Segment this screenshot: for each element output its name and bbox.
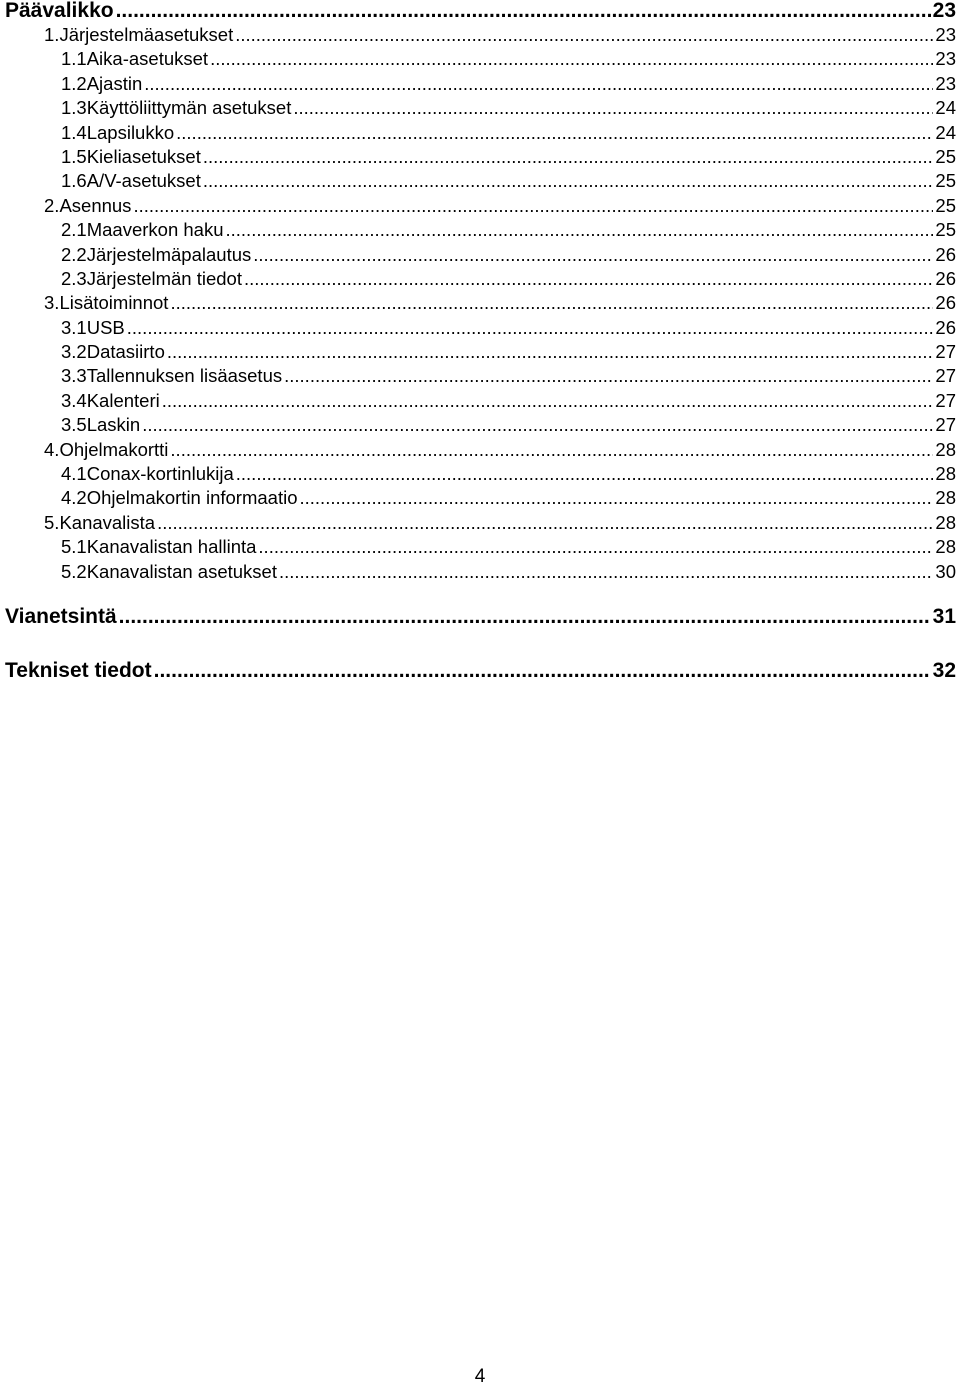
toc-entry[interactable] — [5, 389, 956, 413]
toc-entry-number: 2.1 — [61, 219, 87, 241]
toc-leader — [235, 23, 933, 47]
toc-entry-number: 1.4 — [61, 121, 87, 143]
toc-entry-number: 3.1 — [61, 316, 87, 338]
toc-entry[interactable] — [5, 511, 956, 535]
toc-leader — [226, 218, 934, 242]
toc-entry[interactable] — [5, 243, 956, 267]
toc-leader — [203, 145, 934, 169]
toc-entry-title: Laskin — [86, 414, 141, 436]
toc-entry-number: 4.1 — [61, 463, 87, 485]
toc-entry[interactable] — [5, 486, 956, 510]
toc-entry[interactable] — [5, 316, 956, 340]
toc-entry-number: 1.6 — [61, 170, 87, 192]
toc-entry-number: 1.5 — [61, 145, 87, 167]
toc-entry-number: 1.3 — [61, 97, 87, 119]
toc-leader — [300, 486, 934, 510]
toc-leader — [119, 604, 931, 629]
toc-entry-page: 31 — [932, 604, 956, 628]
toc-entry-page: 23 — [935, 72, 956, 94]
toc-entry-number: 4. — [44, 438, 60, 460]
toc-entry-title: Päävalikko — [5, 0, 114, 22]
toc-leader — [244, 267, 933, 291]
toc-entry-page: 26 — [935, 267, 956, 289]
toc-leader — [142, 413, 933, 437]
toc-entry-page: 27 — [935, 414, 956, 436]
toc-entry-page: 28 — [935, 536, 956, 558]
toc-entry[interactable] — [5, 658, 956, 683]
toc-entry-title: Vianetsintä — [5, 604, 117, 628]
toc-entry-number: 3.2 — [61, 341, 87, 363]
toc-entry-page: 25 — [935, 219, 956, 241]
toc-entry-title: Aika-asetukset — [86, 48, 209, 70]
toc-entry-title: Tallennuksen lisäasetus — [86, 365, 283, 387]
toc-leader — [279, 560, 933, 584]
toc-entry[interactable] — [5, 0, 956, 23]
toc-entry-page: 23 — [935, 48, 956, 70]
toc-entry-page: 30 — [935, 560, 956, 582]
toc-entry-title: Ohjelmakortti — [59, 438, 169, 460]
toc-entry[interactable] — [5, 340, 956, 364]
toc-leader — [157, 511, 933, 535]
toc-entry-number: 1.2 — [61, 72, 87, 94]
toc-leader — [167, 340, 934, 364]
toc-entry-title: USB — [86, 316, 125, 338]
toc-entry[interactable] — [5, 145, 956, 169]
toc-entry-page: 32 — [932, 658, 956, 682]
toc-entry-title: Lapsilukko — [86, 121, 175, 143]
toc-entry-title: Conax-kortinlukija — [86, 463, 234, 485]
toc-entry-title: Tekniset tiedot — [5, 658, 152, 682]
toc-entry[interactable] — [5, 47, 956, 71]
toc-leader — [258, 535, 933, 559]
toc-leader — [127, 316, 934, 340]
toc-leader — [210, 47, 933, 71]
toc-entry-title: Kanavalista — [59, 511, 156, 533]
toc-entry[interactable] — [5, 194, 956, 218]
toc-entry[interactable] — [5, 121, 956, 145]
toc-entry-page: 28 — [935, 511, 956, 533]
toc-entry-page: 28 — [935, 463, 956, 485]
toc-entry-page: 27 — [935, 365, 956, 387]
toc-entry-title: A/V-asetukset — [86, 170, 201, 192]
toc-entry[interactable] — [5, 96, 956, 120]
toc-leader — [116, 0, 931, 23]
toc-entry-number: 4.2 — [61, 487, 87, 509]
toc-leader — [144, 72, 933, 96]
toc-entry-page: 26 — [935, 243, 956, 265]
toc-entry-number: 1.1 — [61, 48, 87, 70]
toc-entry-number: 5.1 — [61, 536, 87, 558]
toc-entry-number: 5.2 — [61, 560, 87, 582]
toc-entry[interactable] — [5, 23, 956, 47]
toc-entry[interactable] — [5, 72, 956, 96]
toc-entry-page: 25 — [935, 145, 956, 167]
toc-entry-title: Järjestelmäasetukset — [59, 24, 234, 45]
toc-entry-title: Ohjelmakortin informaatio — [86, 487, 298, 509]
toc-entry[interactable] — [5, 291, 956, 315]
page-number: 4 — [474, 1366, 486, 1387]
toc-leader — [284, 364, 933, 388]
toc-entry-title: Järjestelmäpalautus — [86, 243, 252, 265]
toc-leader — [133, 194, 933, 218]
toc-entry[interactable] — [5, 267, 956, 291]
toc-entry-title: Lisätoiminnot — [59, 292, 169, 314]
toc-leader — [253, 243, 933, 267]
toc-entry[interactable] — [5, 413, 956, 437]
toc-entry-page: 24 — [935, 121, 956, 143]
toc-entry-title: Asennus — [59, 194, 132, 216]
table-of-contents — [5, 0, 956, 683]
toc-leader — [176, 121, 933, 145]
toc-entry-title: Maaverkon haku — [86, 219, 224, 241]
toc-leader — [170, 438, 933, 462]
toc-entry[interactable] — [5, 462, 956, 486]
toc-leader — [170, 291, 933, 315]
toc-entry-page: 27 — [935, 341, 956, 363]
toc-entry[interactable] — [5, 560, 956, 584]
toc-entry-number: 3. — [44, 292, 60, 314]
toc-entry[interactable] — [5, 169, 956, 193]
toc-entry-number: 3.5 — [61, 414, 87, 436]
toc-entry-number: 3.3 — [61, 365, 87, 387]
toc-entry-number: 3.4 — [61, 389, 87, 411]
toc-entry-page: 27 — [935, 389, 956, 411]
toc-entry-title: Ajastin — [86, 72, 143, 94]
toc-entry-title: Kieliasetukset — [86, 145, 201, 167]
toc-entry-title: Kanavalistan asetukset — [86, 560, 277, 582]
toc-entry-page: 23 — [935, 24, 956, 45]
toc-entry-page: 25 — [935, 170, 956, 192]
toc-entry[interactable] — [5, 438, 956, 462]
toc-entry-page: 25 — [935, 194, 956, 216]
toc-entry-page: 23 — [932, 0, 956, 22]
toc-entry-title: Datasiirto — [86, 341, 165, 363]
toc-entry-title: Kalenteri — [86, 389, 160, 411]
toc-entry-page: 26 — [935, 316, 956, 338]
toc-entry[interactable] — [5, 604, 956, 629]
toc-entry[interactable] — [5, 535, 956, 559]
toc-entry-title: Kanavalistan hallinta — [86, 536, 257, 558]
toc-entry-number: 1. — [44, 24, 60, 45]
toc-entry-page: 28 — [935, 438, 956, 460]
toc-entry[interactable] — [5, 218, 956, 242]
toc-leader — [162, 389, 934, 413]
toc-entry-number: 5. — [44, 511, 60, 533]
toc-leader — [203, 169, 934, 193]
toc-entry-number: 2.2 — [61, 243, 87, 265]
toc-leader — [154, 658, 931, 683]
toc-entry-title: Käyttöliittymän asetukset — [86, 97, 292, 119]
toc-entry-number: 2.3 — [61, 267, 87, 289]
toc-entry-page: 28 — [935, 487, 956, 509]
toc-entry-number: 2. — [44, 194, 60, 216]
toc-entry-page: 26 — [935, 292, 956, 314]
toc-entry-title: Järjestelmän tiedot — [86, 267, 242, 289]
toc-entry[interactable] — [5, 364, 956, 388]
toc-leader — [293, 96, 933, 120]
toc-entry-page: 24 — [935, 97, 956, 119]
toc-leader — [236, 462, 934, 486]
